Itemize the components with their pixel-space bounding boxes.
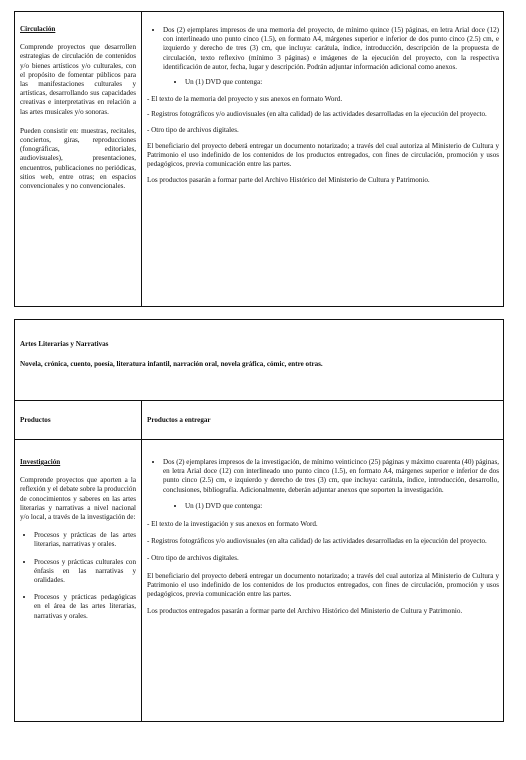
column-divider [141, 12, 142, 306]
list-item: • Un (1) DVD que contenga: [185, 502, 499, 511]
circulation-description: Comprende proyectos que desarrollen estrategias de circulación de contenidos y/o bienes artísticos y/o culturales, con el propósito de fomentar públicos para las manifestaciones culturales y artísticas, desarrollando sus capacidades creativas e interpretativas en relación a las artes musicales y/o sonoras. [20, 43, 136, 116]
list-item: • Procesos y prácticas culturales con énfasis en las narrativas y oralidades. [34, 558, 136, 586]
circulation-formats: Pueden consistir en: muestras, recitales, conciertos, giras, reproducciones (fonográficas, editoriales, audiovisuales), presentaciones, encuentros, publicaciones no periódicas, sitios web, entre otras; en espacios convencionales y no convencionales. [20, 126, 136, 191]
deliverables-list [147, 26, 499, 72]
dvd-content-line: - Registros fotográficos y/o audiovisuales (en alta calidad) de las actividades desarrolladas en la ejecución del proyecto. [147, 537, 487, 546]
page-title: Artes Literarias y Narrativas [20, 340, 109, 348]
list-item: • Dos (2) ejemplares impresos de la investigación, de mínimo veinticinco (25) páginas y máximo cuarenta (40) páginas, en letra Arial doce (12) con interlineado uno punto cinco (1.5), en formato A4, márgenes superior e inferior de dos punto cinco (2.5) cm, e izquierdo y derecho de tres (3) cm, que incluya: carátula, índice, introducción, desarrollo, conclusiones, bibliografía. Adicionalmente, deberán adjuntar anexos que soporten la investigación. [163, 458, 499, 495]
dvd-content-line: - El texto de la investigación y sus anexos en formato Word. [147, 520, 318, 529]
column-header-deliverables: Productos a entregar [147, 416, 211, 424]
research-left-cell [20, 458, 136, 621]
row-divider [15, 400, 503, 401]
genres-subtitle: Novela, crónica, cuento, poesía, literatura infantil, narración oral, novela gráfica, cómic, entre otras. [20, 360, 323, 369]
notarized-document-paragraph: El beneficiario del proyecto deberá entregar un documento notarizado; a través del cual autoriza al Ministerio de Cultura y Patrimonio el uso indefinido de los contenidos de los productos entregados, con fines de circulación, promoción y usos pedagógicos, previa comunicación entre las partes. [147, 571, 499, 599]
column-header-products: Productos [20, 416, 51, 424]
deliverables-list [147, 458, 499, 495]
circulation-table [14, 11, 504, 307]
research-right-cell [147, 458, 499, 616]
dvd-content-line: - Registros fotográficos y/o audiovisuales (en alta calidad) de las actividades desarrolladas en la ejecución del proyecto. [147, 110, 487, 119]
dvd-list [147, 502, 499, 511]
row-divider [15, 439, 503, 440]
archive-paragraph: Los productos pasarán a formar parte del Archivo Histórico del Ministerio de Cultura y Patrimonio. [147, 176, 430, 185]
dvd-list [147, 78, 499, 87]
literary-arts-table [14, 319, 504, 722]
dvd-content-line: - Otro tipo de archivos digitales. [147, 554, 239, 563]
archive-paragraph: Los productos entregados pasarán a formar parte del Archivo Histórico del Ministerio de Cultura y Patrimonio. [147, 607, 463, 616]
literary-arts-header [20, 340, 498, 369]
list-item: • Un (1) DVD que contenga: [185, 78, 499, 87]
research-description: Comprende proyectos que aporten a la reflexión y el debate sobre la producción de conocimientos y saberes en las artes literarias y narrativas a nivel nacional y/o local, a través de la investigación de: [20, 476, 136, 522]
circulation-heading: Circulación [20, 25, 56, 33]
notarized-document-paragraph: El beneficiario del proyecto deberá entregar un documento notarizado; a través del cual autoriza al Ministerio de Cultura y Patrimonio el uso indefinido de los contenidos de los productos entregados, con fines de circulación, promoción y usos pedagógicos, previa comunicación entre las partes. [147, 141, 499, 169]
list-item: • Procesos y prácticas pedagógicas en el área de las artes literarias, narrativas y orales. [34, 593, 136, 621]
circulation-left-cell [20, 25, 136, 191]
dvd-content-line: - El texto de la memoria del proyecto y sus anexos en formato Word. [147, 95, 343, 104]
research-topics-list [20, 531, 136, 621]
column-divider [141, 400, 142, 721]
list-item: • Procesos y prácticas de las artes literarias, narrativas y orales. [34, 531, 136, 549]
dvd-content-line: - Otro tipo de archivos digitales. [147, 125, 239, 134]
list-item: • Dos (2) ejemplares impresos de una memoria del proyecto, de mínimo quince (15) páginas, en letra Arial doce (12) con interlineado uno punto cinco (1.5), en formato A4, márgenes superior e inferior de dos punto cinco (2.5) cm, e izquierdo y derecho de tres (3) cm, que incluya: carátula, índice, introducción, descripción de la propuesta de circulación, texto reflexivo (mínimo 3 páginas) e imágenes de la ejecución del proyecto, con la respectiva identificación de autor, fecha, lugar y descripción. Podrán adjuntar información adicional como anexos. [163, 26, 499, 72]
research-heading: Investigación [20, 458, 61, 466]
circulation-right-cell [147, 26, 499, 186]
